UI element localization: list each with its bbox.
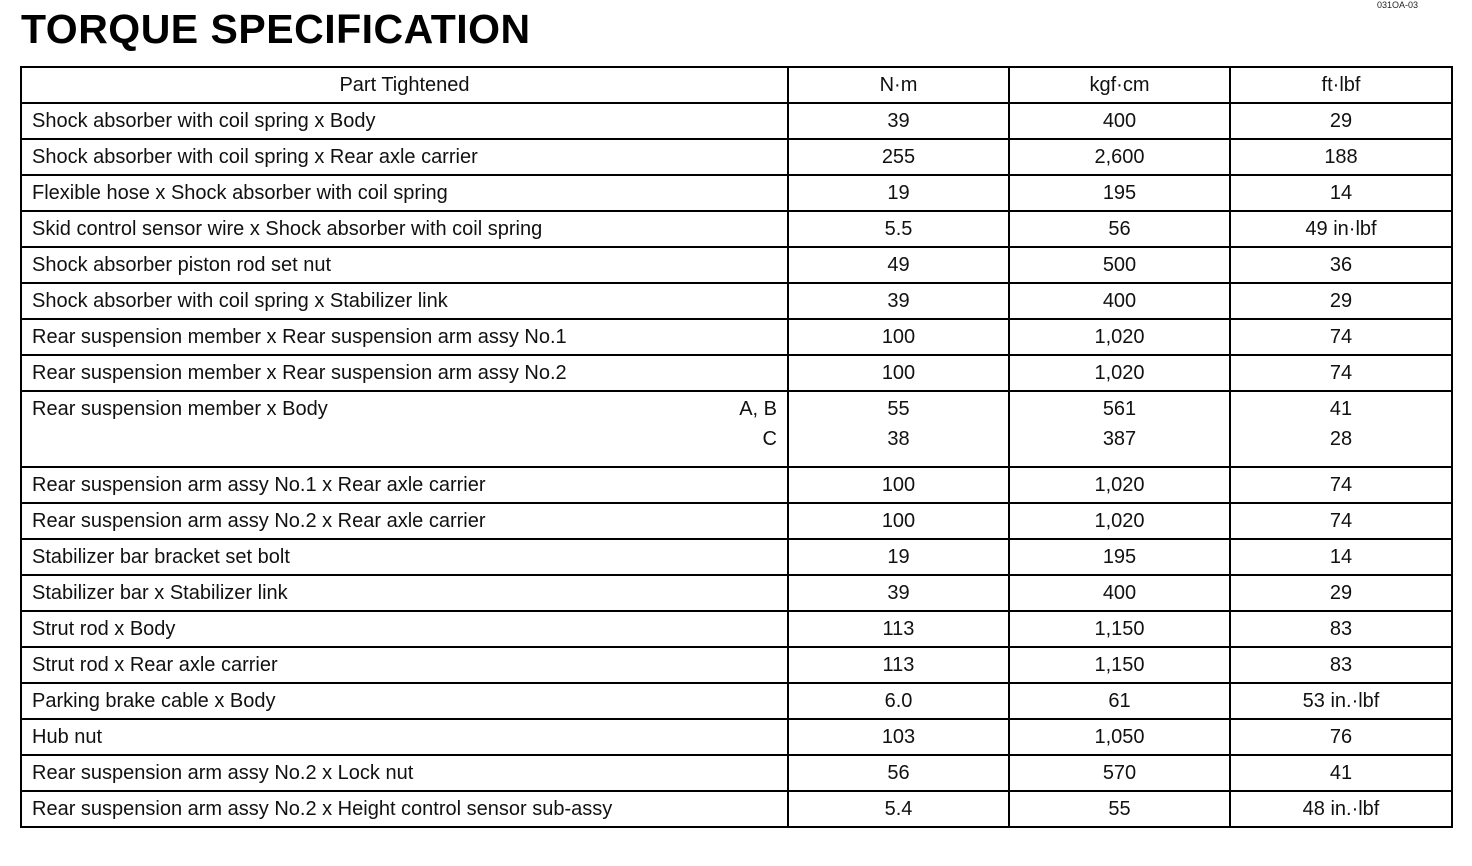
header-ft-lbf: ft·lbf [1230, 67, 1452, 103]
ftlbf-cell: 76 [1230, 719, 1452, 755]
kgf-cell: 195 [1009, 175, 1230, 211]
ftlbf-cell: 48 in.·lbf [1230, 791, 1452, 827]
part-cell: Skid control sensor wire x Shock absorber with coil spring [21, 211, 788, 247]
table-row [21, 139, 1452, 175]
torque-spec-table [20, 66, 1453, 828]
table-row [21, 175, 1452, 211]
document-code: 031OA-03 [1377, 0, 1419, 10]
part-cell: Stabilizer bar x Stabilizer link [21, 575, 788, 611]
ftlbf-cell: 14 [1230, 175, 1452, 211]
bolt-position-c: C [762, 428, 777, 450]
table-row [21, 539, 1452, 575]
kgf-cell: 500 [1009, 247, 1230, 283]
nm-cell: 39 [788, 103, 1009, 139]
ftlbf-value-c: 28 [1329, 428, 1353, 450]
table-row [21, 503, 1452, 539]
bolt-position-ab: A, B [739, 398, 777, 420]
table-row [21, 355, 1452, 391]
table-row [21, 319, 1452, 355]
nm-cell: 6.0 [788, 683, 1009, 719]
nm-cell: 255 [788, 139, 1009, 175]
ftlbf-value-ab: 41 [1329, 398, 1353, 420]
ftlbf-cell: 74 [1230, 503, 1452, 539]
part-cell: Flexible hose x Shock absorber with coil spring [21, 175, 788, 211]
kgf-value-ab: 561 [1102, 398, 1137, 420]
ftlbf-cell: 29 [1230, 575, 1452, 611]
kgf-cell: 1,020 [1009, 319, 1230, 355]
nm-value-ab: 55 [887, 398, 910, 420]
part-cell: Rear suspension arm assy No.2 x Lock nut [21, 755, 788, 791]
table-row [21, 103, 1452, 139]
kgf-cell [1009, 391, 1230, 467]
table-row [21, 683, 1452, 719]
kgf-cell: 1,020 [1009, 355, 1230, 391]
part-cell: Strut rod x Body [21, 611, 788, 647]
ftlbf-cell: 53 in.·lbf [1230, 683, 1452, 719]
nm-cell: 103 [788, 719, 1009, 755]
nm-value-c: 38 [887, 428, 910, 450]
kgf-cell: 400 [1009, 575, 1230, 611]
part-cell: Strut rod x Rear axle carrier [21, 647, 788, 683]
table-row [21, 575, 1452, 611]
nm-cell: 56 [788, 755, 1009, 791]
ftlbf-cell: 188 [1230, 139, 1452, 175]
ftlbf-cell: 83 [1230, 611, 1452, 647]
page-title: TORQUE SPECIFICATION [21, 6, 531, 52]
nm-cell: 100 [788, 319, 1009, 355]
part-cell: Shock absorber piston rod set nut [21, 247, 788, 283]
part-cell: Rear suspension arm assy No.2 x Rear axle carrier [21, 503, 788, 539]
kgf-cell: 56 [1009, 211, 1230, 247]
part-cell: Stabilizer bar bracket set bolt [21, 539, 788, 575]
ftlbf-cell: 36 [1230, 247, 1452, 283]
nm-cell: 5.5 [788, 211, 1009, 247]
kgf-cell: 570 [1009, 755, 1230, 791]
kgf-cell: 61 [1009, 683, 1230, 719]
part-name: Rear suspension member x Body [32, 398, 328, 420]
nm-cell: 19 [788, 175, 1009, 211]
part-cell: Rear suspension arm assy No.2 x Height control sensor sub-assy [21, 791, 788, 827]
nm-cell: 19 [788, 539, 1009, 575]
kgf-cell: 55 [1009, 791, 1230, 827]
nm-cell: 39 [788, 283, 1009, 319]
nm-cell: 49 [788, 247, 1009, 283]
nm-cell: 5.4 [788, 791, 1009, 827]
nm-cell: 113 [788, 647, 1009, 683]
nm-cell [788, 391, 1009, 467]
nm-cell: 100 [788, 467, 1009, 503]
part-cell: Parking brake cable x Body [21, 683, 788, 719]
nm-cell: 100 [788, 503, 1009, 539]
part-cell [21, 391, 788, 467]
part-cell: Shock absorber with coil spring x Rear axle carrier [21, 139, 788, 175]
kgf-cell: 1,050 [1009, 719, 1230, 755]
kgf-cell: 400 [1009, 103, 1230, 139]
bolt-position-labels [739, 394, 777, 454]
ftlbf-cell [1230, 391, 1452, 467]
ftlbf-cell: 83 [1230, 647, 1452, 683]
kgf-cell: 1,150 [1009, 647, 1230, 683]
part-cell: Rear suspension member x Rear suspension arm assy No.2 [21, 355, 788, 391]
ftlbf-cell: 29 [1230, 103, 1452, 139]
header-nm: N·m [788, 67, 1009, 103]
nm-cell: 100 [788, 355, 1009, 391]
kgf-cell: 195 [1009, 539, 1230, 575]
nm-cell: 113 [788, 611, 1009, 647]
table-row [21, 247, 1452, 283]
part-cell: Rear suspension member x Rear suspension arm assy No.1 [21, 319, 788, 355]
table-row [21, 467, 1452, 503]
ftlbf-cell: 74 [1230, 355, 1452, 391]
header-kgf-cm: kgf·cm [1009, 67, 1230, 103]
kgf-cell: 2,600 [1009, 139, 1230, 175]
header-part-tightened: Part Tightened [21, 67, 788, 103]
ftlbf-cell: 74 [1230, 467, 1452, 503]
table-row [21, 647, 1452, 683]
ftlbf-cell: 74 [1230, 319, 1452, 355]
table-row [21, 283, 1452, 319]
part-cell: Shock absorber with coil spring x Stabilizer link [21, 283, 788, 319]
table-row [21, 211, 1452, 247]
table-row [21, 719, 1452, 755]
ftlbf-cell: 14 [1230, 539, 1452, 575]
nm-cell: 39 [788, 575, 1009, 611]
part-cell: Shock absorber with coil spring x Body [21, 103, 788, 139]
ftlbf-cell: 29 [1230, 283, 1452, 319]
kgf-cell: 1,150 [1009, 611, 1230, 647]
ftlbf-cell: 49 in·lbf [1230, 211, 1452, 247]
table-header-row [21, 67, 1452, 103]
ftlbf-cell: 41 [1230, 755, 1452, 791]
table-row [21, 391, 1452, 467]
part-cell: Rear suspension arm assy No.1 x Rear axle carrier [21, 467, 788, 503]
part-cell: Hub nut [21, 719, 788, 755]
table-row [21, 755, 1452, 791]
table-row [21, 791, 1452, 827]
kgf-cell: 1,020 [1009, 503, 1230, 539]
kgf-cell: 400 [1009, 283, 1230, 319]
kgf-value-c: 387 [1102, 428, 1137, 450]
kgf-cell: 1,020 [1009, 467, 1230, 503]
table-row [21, 611, 1452, 647]
